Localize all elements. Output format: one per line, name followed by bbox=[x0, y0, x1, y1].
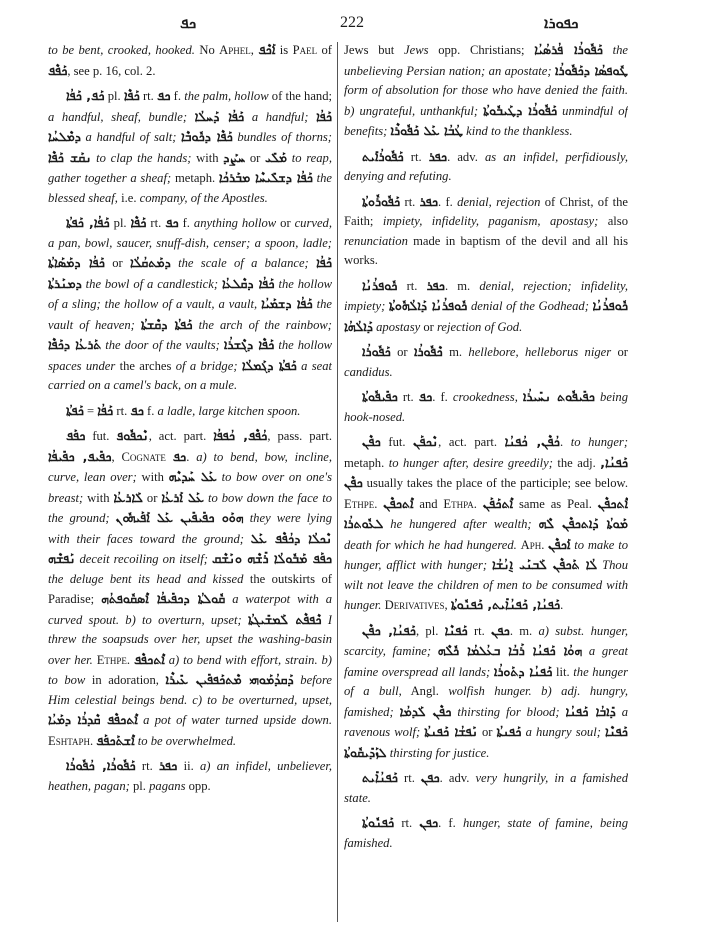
plain-text: rt. bbox=[146, 216, 166, 230]
syriac-word: ܟܰܦܳܐ ܕܫܠܺܝܚܶܐ ܡܒܰܪܟܳܐ bbox=[218, 170, 313, 185]
syriac-word: ܟܰܦܶܐ bbox=[123, 88, 140, 103]
syriac-word: ܟܳܦܶܦ, ܟܳܦܦܳܐ bbox=[213, 428, 268, 443]
plain-text: rt. bbox=[113, 403, 131, 418]
plain-text: pl. bbox=[104, 89, 124, 103]
english-gloss: to reap, gather together a sheaf; bbox=[48, 150, 332, 185]
plain-text: . adv. bbox=[439, 771, 476, 785]
english-gloss: rejection of God. bbox=[437, 319, 523, 334]
plain-text: . adv. bbox=[447, 149, 485, 164]
syriac-word: ܟܰܦܽܘܪܳܐܺܝܬ bbox=[362, 148, 404, 164]
english-gloss: a great famine overspread all lands; bbox=[344, 644, 628, 679]
plain-text: , pass. part. bbox=[267, 429, 332, 443]
plain-text: is bbox=[275, 43, 293, 57]
page-number: 222 bbox=[340, 14, 364, 31]
plain-text: rt. bbox=[394, 816, 420, 830]
english-gloss: a ladle, large kitchen spoon. bbox=[157, 403, 301, 418]
grammar-term: Ethpa bbox=[443, 496, 474, 511]
syriac-word: ܟܰܦܢܬܳܐ bbox=[496, 724, 522, 739]
syriac-word: ܐܰܟܶܦ bbox=[258, 42, 276, 57]
english-gloss: a) an infidel, unbeliever, heathen, pagan; bbox=[48, 759, 332, 793]
english-gloss: a pot of water turned upside down. bbox=[143, 713, 332, 727]
english-gloss: company, of the Apostles. bbox=[139, 190, 268, 205]
syriac-word: ܩܽܘܠܬܳܐ ܕܟܦܺܝܦܳܐ ܐܶܣܩܽܘܦܬܳܗ bbox=[101, 591, 226, 606]
syriac-word: ܢܶܟܠܳܐ ܕܟܳܦܶܦ ܥܰܠ ܢܰܦܫܶܗ bbox=[48, 530, 332, 566]
plain-text: or bbox=[390, 345, 414, 359]
english-gloss: Thou wilt not leave the children of men to be consumed with hunger. bbox=[344, 558, 628, 612]
english-gloss: the hollow spaces under bbox=[48, 338, 332, 373]
plain-text: in adoration, bbox=[85, 673, 166, 687]
plain-text: fut. bbox=[380, 435, 414, 449]
syriac-word: ܟܰܦܶܐ ܕܓܶܫܪܳܐ bbox=[223, 337, 275, 352]
syriac-word: ܢܰܦܫܳܐ ܟܰܦܢܬܳܐ bbox=[424, 724, 478, 739]
syriac-word: ܕܡܰܬܩܳܠܳܐ bbox=[130, 255, 171, 270]
english-gloss: unmindful of benefits; bbox=[344, 103, 628, 138]
plain-text: of the hand; bbox=[268, 89, 332, 103]
syriac-word: ܐܶܬܟܦܶܢ bbox=[383, 495, 414, 511]
english-gloss: deceit recoiling on itself; bbox=[79, 552, 208, 566]
syriac-word: ܟܰܦ, ܟܰܦܳܐ bbox=[66, 88, 105, 103]
plain-text: f. bbox=[170, 89, 185, 103]
plain-text: . bbox=[559, 435, 571, 449]
english-gloss: candidus. bbox=[344, 364, 393, 379]
plain-text: rt. bbox=[400, 194, 420, 209]
header-left-word: ܟܦ bbox=[180, 14, 197, 32]
plain-text: rt. bbox=[397, 390, 419, 404]
syriac-word: ܟܰܦܢܳܐ, ܟܦܶܢ bbox=[362, 622, 416, 638]
dictionary-entry bbox=[344, 621, 628, 764]
syriac-word: ܟܰܦܢܳܐ ܕܬܰܘܪܳܐ bbox=[493, 663, 553, 679]
syriac-word: ܟܦܺܝܦܽܘܬܳܐ bbox=[362, 389, 398, 404]
plain-text: or bbox=[420, 319, 437, 334]
plain-text bbox=[166, 450, 173, 464]
syriac-word: ܟܦܰܦ bbox=[66, 428, 86, 443]
english-gloss: bundles of thorns; bbox=[237, 130, 332, 144]
dictionary-entry bbox=[344, 40, 628, 142]
plain-text bbox=[244, 110, 252, 124]
plain-text: ii. bbox=[177, 759, 200, 773]
english-gloss: a) to bend, bow, incline, curve, lean over; bbox=[48, 449, 332, 484]
plain-text: . bbox=[473, 496, 483, 511]
syriac-word: ܟܰܦܳܐ ܕܡܶܠܚܳܐ bbox=[48, 108, 332, 144]
syriac-word: ܟܦ bbox=[418, 389, 433, 404]
dictionary-entry bbox=[48, 426, 332, 751]
plain-text: m. bbox=[442, 345, 469, 359]
syriac-word: ܟܰܦܳܐ bbox=[97, 402, 114, 418]
plain-text: with bbox=[83, 490, 114, 505]
dictionary-entry bbox=[344, 768, 628, 808]
plain-text: , pl. bbox=[415, 623, 445, 638]
plain-text: rt. bbox=[135, 759, 159, 773]
syriac-word: ܟܰܦܳܐ ܕܡܢܰܪܬܳܐ bbox=[48, 255, 332, 291]
english-gloss: wolfish hunger. b) adj. hungry, famished; bbox=[344, 684, 628, 719]
syriac-word: ܥܰܠ ܐܰܪܥܳܐ bbox=[161, 489, 205, 505]
dictionary-entry bbox=[344, 432, 628, 616]
plain-text: . f. bbox=[438, 194, 458, 209]
grammar-term: Ethpe bbox=[96, 652, 127, 667]
grammar-term: Aph bbox=[520, 537, 542, 552]
plain-text: usually takes the place of the participle; see below. bbox=[362, 476, 628, 490]
syriac-word: ܛܽܘܦܣܳܐ ܕܟܰܦܽܘܪܳܐ bbox=[555, 62, 628, 78]
plain-text: , act. part. bbox=[438, 435, 505, 449]
plain-text: and bbox=[413, 496, 444, 511]
plain-text: also bbox=[598, 214, 628, 228]
english-gloss: pagans bbox=[149, 778, 186, 793]
plain-text bbox=[431, 644, 438, 658]
syriac-word: ܟܦܪ bbox=[158, 758, 178, 773]
syriac-word: ܟܰܦܽܘܪܳܐ, ܟܳܦܽܘܪܳܐ bbox=[66, 758, 136, 773]
syriac-word: ܟܳܦܶܢ, ܟܳܦܢܳܐ bbox=[504, 434, 560, 449]
syriac-word: ܟܽܘܦܪܳܢܳܐ ܕܰܐܠܳܗܳܐ bbox=[344, 298, 628, 334]
plain-text: or bbox=[245, 150, 266, 165]
plain-text: opp. Christians; bbox=[428, 43, 535, 57]
syriac-word: ܐܶܬܟܦܶܦ ܩܶܕܪܳܐ ܕܡܰܝܳܐ bbox=[48, 712, 138, 727]
plain-text bbox=[603, 43, 613, 57]
syriac-word: ܠܰܐܪܥܳܐ bbox=[113, 489, 143, 505]
syriac-word: ܟܦ bbox=[172, 448, 187, 464]
plain-text: . m. bbox=[444, 278, 480, 293]
english-gloss: a) to bend with effort, strain. b) to bow bbox=[48, 652, 332, 687]
plain-text: . m. bbox=[509, 623, 539, 638]
syriac-word: ܟܦܶܢ bbox=[362, 434, 381, 449]
dictionary-entry bbox=[48, 213, 332, 396]
english-gloss: anything hollow bbox=[193, 216, 277, 230]
syriac-word: ܟܰܦܳܐ ܕܫܡܰܝܳܐ bbox=[261, 296, 313, 311]
plain-text: , act. part. bbox=[148, 429, 214, 443]
english-gloss: a ravenous wolf; bbox=[344, 704, 628, 739]
english-gloss: to hunger after, desire greedily; bbox=[388, 455, 553, 470]
english-gloss: the scale of a balance; bbox=[178, 256, 309, 270]
syriac-word: ܟܰܦܢܳܐ, ܟܦܶܢ bbox=[344, 454, 628, 490]
syriac-word: ܢܶܟܦܰܢ bbox=[413, 434, 439, 449]
syriac-word: ܟܰܦܳܐ ܕܡܰܣܰܐܬܳܐ bbox=[48, 255, 105, 270]
plain-text: or bbox=[611, 345, 628, 359]
syriac-word: ܟܦܢ bbox=[419, 815, 439, 830]
syriac-word: ܟܶܦܽܘܪܳܐ bbox=[413, 344, 443, 359]
syriac-word: ܟܦܢ bbox=[491, 622, 510, 638]
plain-text: . bbox=[374, 496, 384, 511]
english-gloss: to be bent, crooked, hooked. bbox=[48, 43, 195, 57]
plain-text bbox=[308, 110, 316, 124]
plain-text: , bbox=[444, 598, 451, 612]
english-gloss: the unbelieving Persian nation; an apostate; bbox=[344, 43, 628, 78]
english-gloss: the hollow of a sling; the hollow of a vault, a vault, bbox=[48, 276, 332, 311]
english-gloss: to be overwhelmed. bbox=[137, 733, 237, 748]
dictionary-entry bbox=[344, 342, 628, 382]
syriac-word: ܟܰܦܬܳܐ ܕܓܰܡܠܳܐ bbox=[241, 357, 297, 373]
english-gloss: to bow over on one's breast; bbox=[48, 470, 332, 505]
header-right-word: ܟܦܘܪܐ bbox=[544, 14, 579, 32]
syriac-word: ܟܦܪ bbox=[419, 193, 439, 209]
english-gloss: a handful of salt; bbox=[85, 130, 177, 144]
syriac-word: ܕܺܐܒܳܐ ܟܰܦܢܳܐ bbox=[565, 703, 616, 719]
syriac-word: ܟܰܦܬܳܐ ܕܩܶܫܬܳܐ bbox=[140, 316, 193, 332]
syriac-word: ܟܰܦܽܘܪܽܘܬܳܐ bbox=[362, 193, 401, 209]
plain-text: , see p. 16, col. 2. bbox=[67, 63, 156, 78]
english-gloss: Jews bbox=[404, 43, 429, 57]
english-gloss: as an infidel, perfidiously, denying and refuting. bbox=[344, 149, 628, 183]
syriac-word: ܟܰܦܢܳܐܺܝܬ bbox=[362, 770, 398, 785]
syriac-word: ܟܰܦܶܦ bbox=[48, 62, 68, 78]
plain-text: . bbox=[186, 449, 197, 464]
plain-text: f. bbox=[178, 216, 194, 230]
plain-text: . bbox=[541, 537, 549, 552]
grammar-term: Cognate bbox=[121, 449, 166, 464]
english-gloss: he hungered after wealth; bbox=[390, 517, 532, 531]
plain-text: pl. bbox=[109, 216, 131, 230]
syriac-word: ܕܰܩܕܳܡܰܘܗܝ ܡܶܬܟܰܦܦܺܝܢ ܥܺܝܪܶܐ bbox=[165, 672, 294, 687]
syriac-word: ܢܶܟܦܽܘܦ bbox=[116, 428, 149, 443]
syriac-word: ܟܰܦܽܘܪܳܐ bbox=[362, 344, 391, 359]
plain-text: rt. bbox=[397, 771, 421, 785]
syriac-word: ܡܰܠܺܝ bbox=[265, 149, 288, 165]
english-gloss: the deluge bent its head and kissed bbox=[48, 571, 244, 586]
plain-text: f. bbox=[143, 403, 158, 418]
plain-text: made in baptism of the devil and all his works. bbox=[344, 233, 628, 267]
left-column bbox=[48, 40, 332, 932]
english-gloss: crookedness, bbox=[452, 390, 518, 404]
plain-text: , bbox=[111, 449, 122, 464]
plain-text: , bbox=[250, 43, 259, 57]
syriac-word: ܐܶܫܬܰܟܦܰܦ bbox=[96, 732, 135, 748]
syriac-word: ܐܶܬܟܰܦܰܢ bbox=[482, 495, 514, 511]
syriac-word: ܡܰܘܬܳܐ ܕܰܐܬܟܦܶܢ ܠܶܗ bbox=[538, 516, 628, 531]
syriac-word: ܟܰܦܬܳܐ bbox=[66, 402, 84, 418]
plain-text: or bbox=[477, 725, 497, 739]
english-gloss: the vault of heaven; bbox=[48, 297, 332, 332]
column-divider bbox=[337, 42, 338, 922]
syriac-word: ܛܳܒܳܐ ܥܰܠ ܟܰܦܽܘܪܶܐ bbox=[390, 123, 463, 138]
plain-text: with bbox=[136, 470, 169, 484]
english-gloss: denial of the Godhead; bbox=[470, 299, 589, 313]
plain-text: the outskirts of Paradise; bbox=[48, 571, 332, 606]
plain-text: the arches bbox=[115, 358, 176, 373]
dictionary-entry bbox=[48, 86, 332, 208]
english-gloss: a waterpot with a curved spout. b) to overturn, upset; bbox=[48, 592, 332, 627]
plain-text: . f. bbox=[432, 390, 453, 404]
plain-text: same as Peal. bbox=[513, 496, 598, 511]
plain-text: rt. bbox=[397, 278, 427, 293]
plain-text: = bbox=[83, 403, 98, 418]
syriac-word: ܟܰܦܽܘܪܳܐ ܦܳܪܣܳܝܳܐ bbox=[534, 42, 603, 57]
dictionary-entry bbox=[344, 192, 628, 271]
english-gloss: a handful, sheaf, bundle; bbox=[48, 109, 188, 124]
english-gloss: the hunger of a bull, bbox=[344, 664, 628, 698]
plain-text bbox=[532, 517, 539, 531]
english-gloss: denial, rejection; infidelity, impiety; bbox=[344, 278, 628, 313]
english-gloss: to clap the hands; bbox=[96, 150, 192, 165]
syriac-word: ܐܰܟܦܶܢ bbox=[548, 536, 571, 552]
plain-text: or bbox=[142, 490, 162, 505]
english-gloss: the blessed sheaf, bbox=[48, 171, 332, 205]
syriac-word: ܟܰܦܳܐ, ܟܰܦܬܳܐ bbox=[66, 215, 110, 230]
syriac-word: ܐܶܬܟܦܶܦ bbox=[133, 651, 165, 667]
syriac-word: ܟܦܺܝܦ, ܟܦܺܝܦܳܐ bbox=[48, 448, 112, 464]
english-gloss: death for which he had hungered. bbox=[344, 537, 517, 552]
syriac-word: ܟܦ bbox=[165, 215, 179, 230]
plain-text: rt. bbox=[467, 623, 492, 638]
grammar-term: Eshtaph bbox=[48, 733, 90, 748]
dictionary-entry bbox=[48, 401, 332, 422]
plain-text: with bbox=[191, 150, 224, 165]
syriac-word: ܚܨܰܕ bbox=[223, 149, 246, 165]
plain-text bbox=[309, 256, 316, 270]
plain-text bbox=[244, 532, 251, 546]
grammar-term: Aphel bbox=[219, 43, 251, 57]
plain-text: rt. bbox=[139, 89, 158, 103]
grammar-term: Pael bbox=[292, 43, 318, 57]
english-gloss: the palm, hollow bbox=[184, 89, 269, 103]
plain-text: of bbox=[317, 43, 332, 57]
page-header bbox=[0, 10, 704, 36]
syriac-word: ܟܰܦܳܐ ܕܰܚܠܳܐ bbox=[194, 108, 245, 124]
english-gloss: being hook-nosed. bbox=[344, 390, 628, 424]
plain-text: or bbox=[276, 216, 295, 230]
english-gloss: hunger, state of famine, being famished. bbox=[344, 816, 628, 850]
dictionary-entry bbox=[48, 40, 332, 81]
english-gloss: kind to the thankless. bbox=[466, 124, 573, 138]
dictionary-entry bbox=[344, 813, 628, 853]
english-gloss: to bow down the face to the ground; bbox=[48, 490, 332, 525]
english-gloss: impiety, infidelity, paganism, apostasy; bbox=[382, 214, 599, 228]
plain-text: rt. bbox=[403, 149, 429, 164]
plain-text bbox=[582, 644, 589, 658]
dictionary-entry bbox=[48, 756, 332, 796]
english-gloss: the arch of the rainbow; bbox=[198, 317, 332, 332]
plain-text: . bbox=[560, 598, 564, 612]
english-gloss: a hungry soul; bbox=[525, 725, 601, 739]
syriac-word: ܟܦܪ bbox=[428, 148, 448, 164]
plain-text: opp. bbox=[185, 778, 211, 793]
syriac-word: ܟܦܺܝܦܽܘܬ ܢܚܺܝܪܳܐ bbox=[522, 389, 595, 404]
english-gloss: thirsting for justice. bbox=[389, 745, 490, 760]
plain-text: of Christ, of the Faith; bbox=[344, 194, 628, 228]
syriac-word: ܟܰܦܳܐ ܕܩܶܠܥܳܐ bbox=[221, 275, 275, 291]
english-gloss: curved, a pan, bowl, saucer, snuff-dish, censer; a spoon, ladle; bbox=[48, 216, 332, 250]
syriac-word: ܐܶܬܟܦܶܢ ܠܥܽܘܬܪܳܐ bbox=[344, 495, 628, 531]
grammar-term: Derivatives bbox=[384, 598, 445, 612]
syriac-word: ܟܽܘܦܪܳܢܳܐ ܕܰܐܠܳܗܽܘܬܳܐ bbox=[388, 298, 468, 313]
dictionary-entry bbox=[344, 147, 628, 187]
syriac-word: ܟܰܦܢܶܐ bbox=[444, 622, 468, 638]
syriac-word: ܟܰܦܢܳܐ, ܟܰܦܢܳܐܺܝܬ, ܟܰܦܢܽܘܬܳܐ bbox=[450, 597, 561, 612]
plain-text bbox=[187, 110, 195, 124]
syriac-word: ܟܦܰܦ ܡܰܒܽܘܠܳܐ ܪܺܫܶܗ ܘܢܰܫܶܩ bbox=[212, 551, 332, 566]
syriac-word: ܠܳܐ ܬܰܟܦܶܢ ܠܰܒܢܰܝ ܐ݈ܢܳܫܳܐ bbox=[491, 557, 598, 572]
plain-text: metaph. bbox=[171, 171, 219, 185]
syriac-word: ܟܦܢ bbox=[420, 770, 440, 785]
plain-text bbox=[171, 256, 178, 270]
english-gloss: denial, rejection bbox=[457, 194, 541, 209]
plain-text: i.e. bbox=[117, 190, 140, 205]
plain-text: No bbox=[194, 43, 220, 57]
plain-text: lit. bbox=[552, 664, 574, 679]
english-gloss: apostasy bbox=[376, 319, 421, 334]
syriac-word: ܗܘܳܐ ܟܰܦܢܳܐ ܪܰܒܳܐ ܒܥܳܠܡܳܐ ܟܽܠܶܗ bbox=[437, 643, 583, 658]
plain-text: . f. bbox=[438, 816, 463, 830]
plain-text: or bbox=[104, 256, 131, 270]
syriac-word: ܟܦ bbox=[157, 88, 171, 103]
english-gloss: to hunger; bbox=[570, 435, 628, 449]
english-gloss: I threw the soapsuds over her, upset the washing-basin over her. bbox=[48, 612, 332, 667]
grammar-term: Ethpe bbox=[344, 496, 375, 511]
english-gloss: the bowl of a candlestick; bbox=[85, 276, 219, 291]
english-gloss: they were lying with their faces toward the ground; bbox=[48, 511, 332, 546]
english-gloss: before Him celestial beings bend. c) to be overturned, upset, bbox=[48, 673, 332, 707]
syriac-word: ܗܘܰܘ ܟܦܺܝܦܺܝܢ ܥܰܠ ܐܰܦܰܝܗܽܘܢ bbox=[115, 510, 244, 525]
english-gloss: a seat carried on a camel's back, on a mule. bbox=[48, 358, 332, 392]
english-gloss: to make to hunger, afflict with hunger; bbox=[344, 537, 628, 572]
english-gloss: a handful; bbox=[251, 109, 309, 124]
syriac-word: ܢܩܰܫ ܟܰܦܶܐ bbox=[48, 149, 92, 165]
dictionary-entry bbox=[344, 276, 628, 338]
syriac-word: ܟܰܦܽܘܪܳܐ ܕܛܰܝܒܽܘܬܳܐ bbox=[483, 102, 558, 118]
plain-text: . bbox=[89, 733, 97, 748]
english-gloss: hellebore, helleborus niger bbox=[468, 345, 612, 359]
plain-text: metaph. bbox=[344, 455, 389, 470]
dictionary-entry bbox=[344, 387, 628, 427]
syriac-word: ܥܰܠ ܚܰܕܝܶܗ bbox=[168, 469, 217, 484]
english-gloss: the door of the vaults; bbox=[105, 338, 220, 352]
english-gloss: renunciation bbox=[344, 233, 408, 248]
right-column bbox=[344, 40, 628, 932]
syriac-word: ܟܦܶܢ ܠܰܕܡܳܐ bbox=[399, 703, 452, 719]
syriac-word: ܟܰܦܶܐ bbox=[130, 215, 147, 230]
syriac-word: ܟܽܘܦܪܳܢܳܐ bbox=[362, 277, 398, 293]
plain-text: pl. bbox=[129, 778, 150, 793]
english-gloss: of a bridge; bbox=[175, 358, 238, 373]
syriac-word: ܟܦܪ bbox=[426, 277, 445, 293]
english-gloss: a) subst. hunger, scarcity, famine; bbox=[344, 623, 628, 658]
plain-text: the adj. bbox=[552, 455, 601, 470]
syriac-word: ܟܰܦܢܽܘܬܳܐ bbox=[362, 815, 395, 830]
english-gloss: form of absolution for those who have denied the faith. b) ungrateful, unthankful; bbox=[344, 83, 628, 118]
syriac-word: ܟܶܦܦܶܬ ܠܰܡܫܺܝܓܬܳܐ bbox=[248, 611, 322, 627]
syriac-word: ܬܰܪܥܳܐ ܕܟܰܦܶܐ bbox=[48, 337, 102, 352]
english-gloss: very hungrily, in a famished state. bbox=[344, 771, 628, 805]
plain-text: fut. bbox=[85, 429, 117, 443]
syriac-word: ܟܰܦܢܶܐ ܠܙܰܕܺܝܩܽܘܬܳܐ bbox=[344, 724, 628, 760]
english-gloss: thirsting for blood; bbox=[457, 704, 560, 719]
plain-text: Angl. bbox=[401, 684, 449, 698]
plain-text: . bbox=[126, 652, 134, 667]
syriac-word: ܟܦ bbox=[130, 402, 144, 418]
syriac-word: ܟܰܦܶܐ ܕܟܽܘܒܶܐ bbox=[181, 129, 233, 144]
plain-text: Jews but bbox=[344, 43, 405, 57]
